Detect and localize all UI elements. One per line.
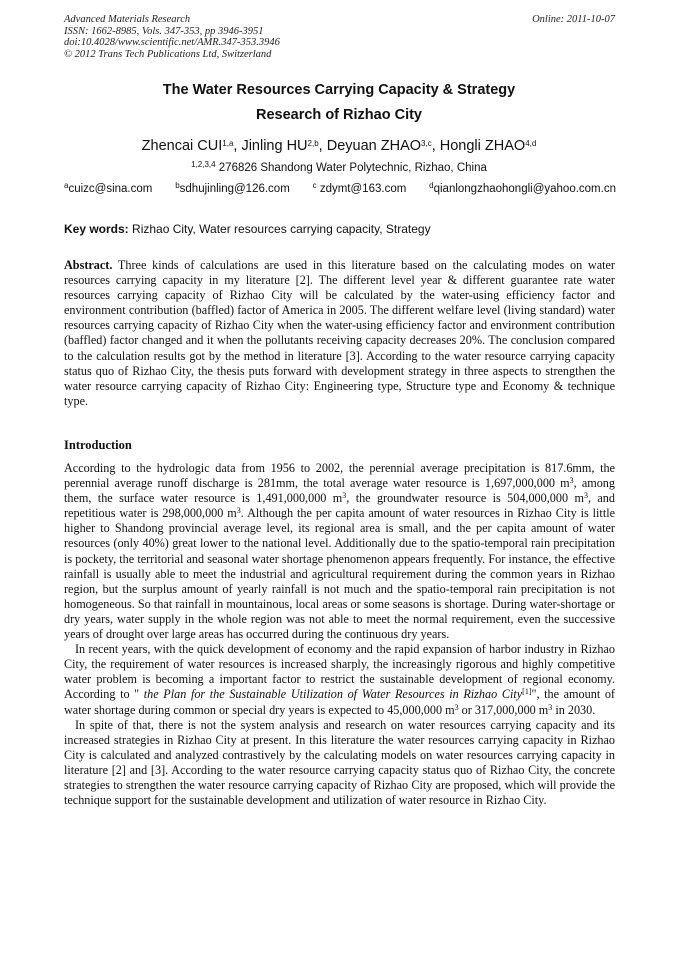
email-item [313, 183, 407, 195]
affiliation [0, 162, 678, 174]
introduction-body [64, 461, 615, 808]
email-list [64, 183, 616, 195]
intro-paragraph-3: In spite of that, there is not the system analysis and research on water resources carrying capacity and its increased strategies in Rizhao City at present. In this literature the water resources carrying capacity in Rizhao City is calculated and analyzed contrastively by the calculating models on water resources carrying capacity in literature [2] and [3]. According to the water resource carrying capacity status quo of Rizhao City, the concrete strategies to strengthen the water resource carrying capacity of Rizhao City are proposed, which will provide the technique support for the sustainable development and utilization of water resource in Rizhao City. [64, 717, 615, 808]
author-sup: 3,c [421, 139, 432, 148]
keywords-text: Rizhao City, Water resources carrying capacity, Strategy [128, 222, 431, 236]
author-name: Jinling HU [241, 138, 308, 154]
keywords [64, 222, 431, 236]
journal-header [64, 14, 280, 60]
abstract [64, 258, 615, 409]
author-name: Zhencai CUI [141, 138, 223, 154]
author-name: Deyuan ZHAO [326, 138, 422, 154]
keywords-label: Key words: [64, 222, 129, 236]
copyright-line: © 2012 Trans Tech Publications Ltd, Switzerland [64, 48, 272, 60]
intro-paragraph-2: In recent years, with the quick development of economy and the rapid expansion of harbor industry in Rizhao City, the requirement of water resources is increased sharply, the increasingly rigorous and highly competitive water problem is becoming a important factor to restrict the sustainable development of regional economy. According to " the Plan for the Sustainable Utilization of Water Resources in Rizhao City[1]", the amount of water shortage during common or special dry years is expected to 45,000,000 $m^3$ or 317,000,000 $m^3$ in 2030. [64, 642, 615, 717]
affiliation-text: 276826 Shandong Water Polytechnic, Rizhao, China [215, 162, 487, 174]
online-date: Online: 2011-10-07 [532, 14, 615, 25]
email-sup: a [64, 181, 69, 190]
email-address: sdhujinling@126.com [179, 183, 290, 195]
author-list: Zhencai CUI$^{1,a}$, Jinling HU$^{2,b}$, Deyuan ZHAO$^{3,c}$, Hongli ZHAO$^{4,d}$ [141, 138, 537, 154]
paper-title-line2: Research of Rizhao City [256, 107, 422, 123]
email-sup: d [429, 181, 434, 190]
author-sup: 1,a [222, 139, 234, 148]
email-item [429, 183, 616, 195]
issn-line: ISSN: 1662-8985, Vols. 347-353, pp 3946-3951 [64, 25, 264, 37]
email-sup: c [312, 181, 317, 190]
email-item [175, 183, 290, 195]
email-address: zdymt@163.com [316, 183, 407, 195]
email-address: cuizc@sina.com [68, 183, 153, 195]
abstract-text: Three kinds of calculations are used in this literature based on the calculating modes on water resources carrying capacity in my literature [2]. The different level year & different guarantee rate water resources carrying capacity of Rizhao City will be calculated by the water-using efficiency factor and environment contribution (baffled) factor of America in 2005. The different welfare level (living standard) water resources carrying capacity of Rizhao City when the water-using efficiency factor and environment contribution (baffled) factor changed and it when the pollutants receiving capacity decreases 20%. The conclusion compared to the calculation results got by the method in literature [3]. According to the water resource carrying capacity status quo of Rizhao City, the thesis puts forward with development strategy in three aspects to strengthen the water resource carrying capacity of Rizhao City: Engineering type, Structure type and Economy & technique type. [64, 258, 615, 408]
paper-title-line1: The Water Resources Carrying Capacity & Strategy [162, 82, 516, 98]
author-name: Hongli ZHAO [439, 138, 526, 154]
journal-name: Advanced Materials Research [64, 14, 191, 25]
email-item [64, 183, 152, 195]
author-sup: 4,d [525, 139, 537, 148]
intro-paragraph-1: According to the hydrologic data from 1956 to 2002, the perennial average precipitation is 817.6mm, the perennial average runoff discharge is 281mm, the total average water resource is 1,697,000,000 $m^3$, among them, the surface water resource is 1,491,000,000 $m^3$, the groundwater resource is 504,000,000 $m^3$, and repetitious water is 298,000,000 $m^3$. Although the per capita amount of water resources in Rizhao City is little higher to Shandong provincial average level, its regional area is small, and the per capita amount of water resources (only 40%) great lower to the national level. Additionally due to the spatio-temporal rain precipitation is pockety, the territorial and seasonal water shortage phenomenon appears frequently. For instance, the effective rainfall is usually able to meet the industrial and agricultural requirement during the common years in Rizhao region, but the surplus amount of yearly rainfall is not much and the spatio-temporal rain precipitation is not homogeneous. So that rainfall in mountainous, local areas or some seasons is shortage. During water-shortage or dry years, water supply in the whole region was not able to meet the normal requirement, even the successive years of drought over large areas has occurred during the continuous dry years. [64, 461, 616, 642]
doi-line: doi:10.4028/www.scientific.net/AMR.347-353.3946 [64, 37, 280, 49]
email-sup: b [175, 181, 180, 190]
abstract-label: Abstract. [64, 258, 113, 272]
email-address: qianlongzhaohongli@yahoo.com.cn [433, 183, 616, 195]
author-sup: 2,b [307, 139, 319, 148]
section-heading-introduction: Introduction [64, 438, 132, 452]
affiliation-sup: 1,2,3,4 [191, 160, 216, 169]
